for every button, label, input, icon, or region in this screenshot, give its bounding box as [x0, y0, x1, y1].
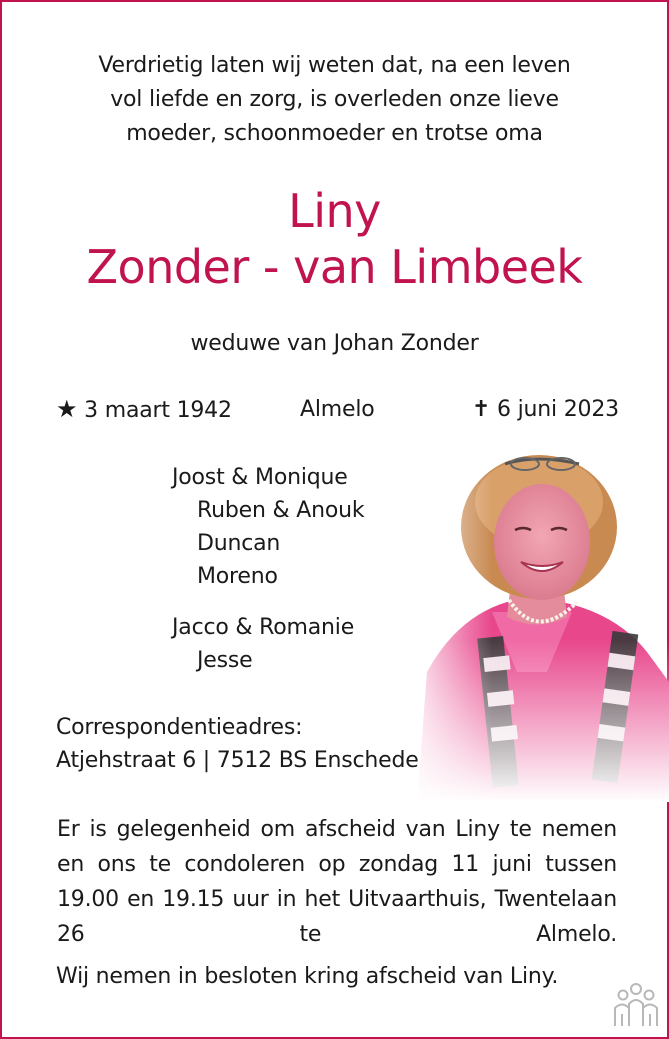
- death-date-text: 6 juni 2023: [497, 397, 619, 422]
- family-member: Jesse: [197, 648, 253, 673]
- intro-line-1: Verdrietig laten wij weten dat, na een leven: [98, 53, 571, 78]
- family-member: Joost & Monique: [172, 465, 348, 490]
- intro-line-2: vol liefde en zorg, is overleden onze lieve: [110, 87, 559, 112]
- family-member: Moreno: [197, 564, 278, 589]
- birth-date: [56, 393, 232, 427]
- birth-date-text: 3 maart 1942: [84, 398, 232, 423]
- deceased-full-name: Zonder - van Limbeek: [86, 240, 583, 294]
- portrait-photo: [397, 442, 669, 802]
- address-value: Atjehstraat 6 | 7512 BS Enschede: [56, 748, 419, 773]
- deceased-first-name: Liny: [288, 184, 381, 238]
- place-of-birth: Almelo: [300, 397, 375, 422]
- death-date: [472, 393, 619, 426]
- cross-icon: ✝: [472, 397, 491, 422]
- family-member: Duncan: [197, 531, 281, 556]
- closing-line: Wij nemen in besloten kring afscheid van Liny.: [56, 964, 559, 989]
- family-member: Jacco & Romanie: [172, 615, 355, 640]
- family-logo-icon: [610, 982, 662, 1028]
- farewell-paragraph: Er is gelegenheid om afscheid van Liny te nemen en ons te condoleren op zondag 11 juni tussen 19.00 en 19.15 uur in het Uitvaarthuis, Twentelaan 26 te Almelo.: [57, 817, 617, 947]
- intro-line-3: moeder, schoonmoeder en trotse oma: [126, 121, 543, 146]
- family-member: Ruben & Anouk: [197, 498, 365, 523]
- star-icon: ★: [56, 395, 78, 423]
- relation-line: weduwe van Johan Zonder: [190, 331, 479, 356]
- address-label: Correspondentieadres:: [56, 715, 303, 740]
